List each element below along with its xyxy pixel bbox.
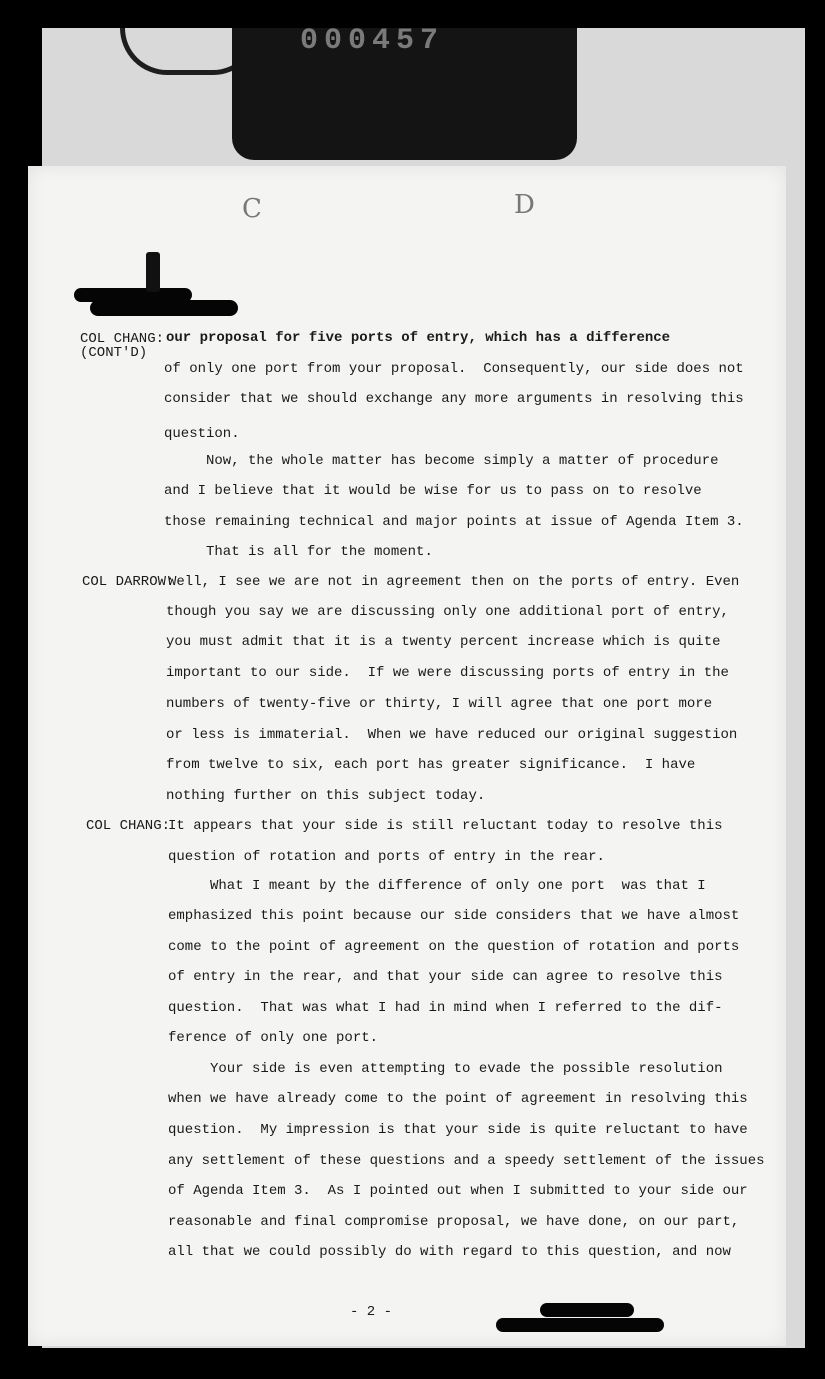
text-line: It appears that your side is still reluctant today to resolve this (168, 818, 723, 834)
speaker-contd-label: (CONT'D) (80, 345, 148, 361)
speaker-label: COL DARROW: (82, 574, 175, 590)
text-line: you must admit that it is a twenty percent increase which is quite (166, 634, 721, 650)
redaction-mark (146, 252, 160, 292)
redaction-bar (496, 1318, 664, 1332)
text-line: of entry in the rear, and that your side can agree to resolve this (168, 969, 723, 985)
text-line: nothing further on this subject today. (166, 788, 486, 804)
text-line: reasonable and final compromise proposal, we have done, on our part, (168, 1214, 740, 1230)
page-number: - 2 - (350, 1304, 393, 1320)
speaker-label: COL CHANG: (86, 818, 171, 834)
text-line: our proposal for five ports of entry, which has a difference (166, 330, 671, 346)
text-line: consider that we should exchange any more arguments in resolving this (164, 391, 744, 407)
text-line: numbers of twenty-five or thirty, I will agree that one port more (166, 696, 713, 712)
text-line: from twelve to six, each port has greater significance. I have (166, 757, 696, 773)
text-line: question. (164, 426, 240, 442)
text-line: emphasized this point because our side considers that we have almost (168, 908, 740, 924)
text-line: and I believe that it would be wise for us to pass on to resolve (164, 483, 702, 499)
text-line: That is all for the moment. (164, 544, 433, 560)
text-line: or less is immaterial. When we have reduced our original suggestion (166, 727, 738, 743)
stamp-number: 000457 (300, 26, 445, 56)
text-line: question of rotation and ports of entry in the rear. (168, 849, 605, 865)
text-line: ference of only one port. (168, 1030, 379, 1046)
speaker-label: COL CHANG: (80, 331, 165, 347)
text-line: come to the point of agreement on the question of rotation and ports (168, 939, 740, 955)
redaction-bar (90, 300, 238, 316)
text-line: though you say we are discussing only one additional port of entry, (166, 604, 729, 620)
text-line: those remaining technical and major points at issue of Agenda Item 3. (164, 514, 744, 530)
text-line: Your side is even attempting to evade the possible resolution (168, 1061, 723, 1077)
header-mark-right: D (514, 190, 535, 220)
header-mark-left: C (242, 194, 262, 224)
text-line: What I meant by the difference of only one port was that I (168, 878, 706, 894)
text-line: any settlement of these questions and a speedy settlement of the issues (168, 1153, 765, 1169)
text-line: of Agenda Item 3. As I pointed out when I submitted to your side our (168, 1183, 748, 1199)
redaction-bar (540, 1303, 634, 1317)
text-line: important to our side. If we were discussing ports of entry in the (166, 665, 729, 681)
text-line: Now, the whole matter has become simply a matter of procedure (164, 453, 719, 469)
text-line: question. My impression is that your side is quite reluctant to have (168, 1122, 748, 1138)
text-line: of only one port from your proposal. Consequently, our side does not (164, 361, 744, 377)
text-line: question. That was what I had in mind when I referred to the dif- (168, 1000, 723, 1016)
text-line: all that we could possibly do with regard to this question, and now (168, 1244, 731, 1260)
text-line: Well, I see we are not in agreement then on the ports of entry. Even (168, 574, 740, 590)
text-line: when we have already come to the point of agreement in resolving this (168, 1091, 748, 1107)
